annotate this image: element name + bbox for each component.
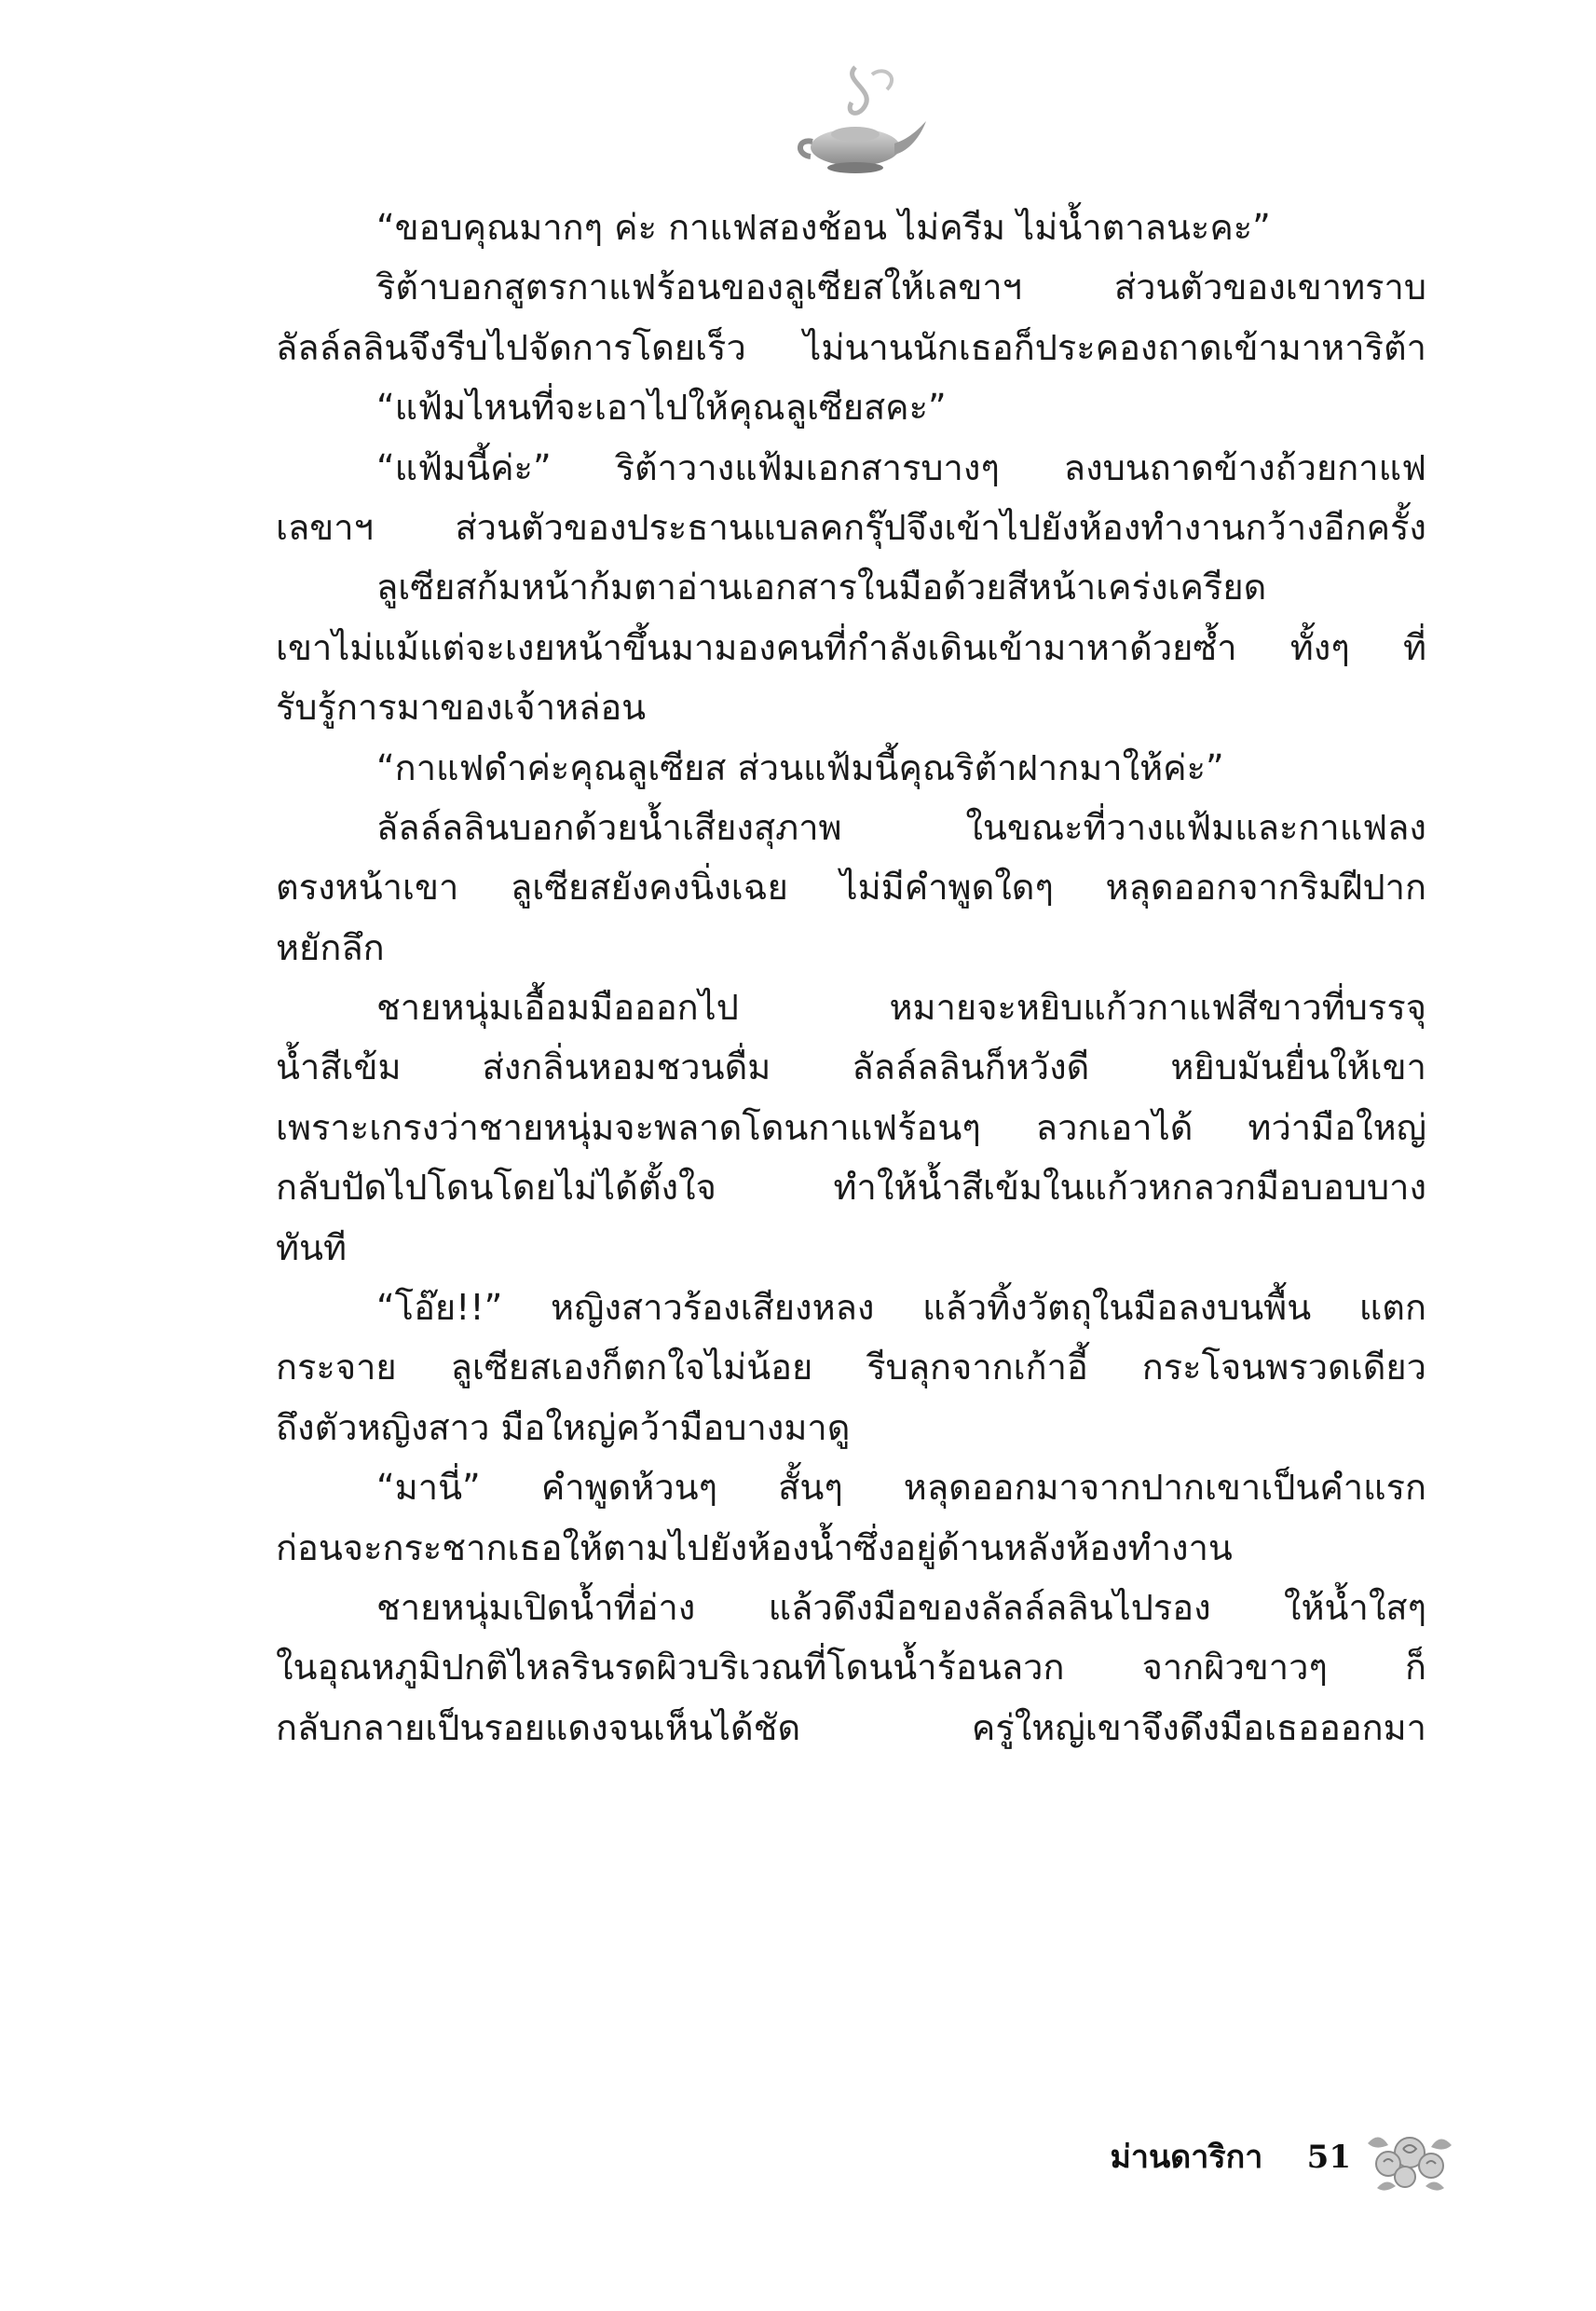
text-line: “โอ๊ย!!” หญิงสาวร้องเสียงหลง แล้วทิ้งวัตถุในมือลงบนพื้น แตก [376,1287,1426,1329]
text-line: เลขาฯ ส่วนตัวของประธานแบลคกรุ๊ปจึงเข้าไปยังห้องทำงานกว้างอีกครั้ง [276,506,1426,548]
genie-lamp-icon [790,58,930,179]
text-line: “แฟ้มไหนที่จะเอาไปให้คุณลูเซียสคะ” [376,387,947,429]
text-line: เพราะเกรงว่าชายหนุ่มจะพลาดโดนกาแฟร้อนๆ ลวกเอาได้ ทว่ามือใหญ่ [276,1106,1426,1148]
text-line: “ขอบคุณมากๆ ค่ะ กาแฟสองช้อน ไม่ครีม ไม่น้ำตาลนะคะ” [376,207,1271,248]
text-line: น้ำสีเข้ม ส่งกลิ่นหอมชวนดื่ม ลัลล์ลลินก็หวังดี หยิบมันยื่นให้เขา [276,1046,1426,1088]
text-line: กระจาย ลูเซียสเองก็ตกใจไม่น้อย รีบลุกจากเก้าอี้ กระโจนพรวดเดียว [276,1347,1426,1388]
text-line: เขาไม่แม้แต่จะเงยหน้าขึ้นมามองคนที่กำลังเดินเข้ามาหาด้วยซ้ำ ทั้งๆ ที่ [276,626,1426,668]
text-line: ชายหนุ่มเปิดน้ำที่อ่าง แล้วดึงมือของลัลล์ลลินไปรอง ให้น้ำใสๆ [376,1586,1426,1628]
text-line: ถึงตัวหญิงสาว มือใหญ่คว้ามือบางมาดู [276,1406,851,1448]
text-line: ลัลล์ลลินบอกด้วยน้ำเสียงสุภาพ ในขณะที่วางแฟ้มและกาแฟลง [376,806,1426,848]
text-line: ทันที [276,1226,348,1268]
rose-bouquet-icon [1358,2115,1461,2199]
text-line: กลับปัดไปโดนโดยไม่ได้ตั้งใจ ทำให้น้ำสีเข้มในแก้วหกลวกมือบอบบาง [276,1167,1426,1209]
text-line: กลับกลายเป็นรอยแดงจนเห็นได้ชัด ครู่ใหญ่เขาจึงดึงมือเธอออกมา [276,1706,1426,1748]
text-line: ชายหนุ่มเอื้อมมือออกไป หมายจะหยิบแก้วกาแฟสีขาวที่บรรจุ [376,987,1426,1029]
text-line: รับรู้การมาของเจ้าหล่อน [276,687,647,729]
text-line: “แฟ้มนี้ค่ะ” ริต้าวางแฟ้มเอกสารบางๆ ลงบนถาดข้างถ้วยกาแฟ [376,446,1426,488]
text-line: ก่อนจะกระชากเธอให้ตามไปยังห้องน้ำซึ่งอยู่ด้านหลังห้องทำงาน [276,1526,1233,1568]
body-text [276,198,1426,1757]
page-footer [978,2129,1351,2185]
text-line: ลูเซียสก้มหน้าก้มตาอ่านเอกสารในมือด้วยสีหน้าเคร่งเครียด [376,567,1267,609]
text-line: “กาแฟดำค่ะคุณลูเซียส ส่วนแฟ้มนี้คุณริต้าฝากมาให้ค่ะ” [376,746,1224,788]
page-number: 51 [1306,2139,1351,2176]
text-line: ในอุณหภูมิปกติไหลรินรดผิวบริเวณที่โดนน้ำร้อนลวก จากผิวขาวๆ ก็ [276,1647,1426,1689]
text-line: หยักลึก [276,926,385,968]
book-title: ม่านดาริกา [1110,2139,1263,2176]
text-line: ลัลล์ลลินจึงรีบไปจัดการโดยเร็ว ไม่นานนักเธอก็ประคองถาดเข้ามาหาริต้า [276,326,1426,368]
text-line: ตรงหน้าเขา ลูเซียสยังคงนิ่งเฉย ไม่มีคำพูดใดๆ หลุดออกจากริมฝีปาก [276,867,1426,909]
text-line: ริต้าบอกสูตรกาแฟร้อนของลูเซียสให้เลขาฯ ส่วนตัวของเขาทราบ [376,267,1426,308]
text-line: “มานี่” คำพูดห้วนๆ สั้นๆ หลุดออกมาจากปากเขาเป็นคำแรก [376,1467,1426,1509]
